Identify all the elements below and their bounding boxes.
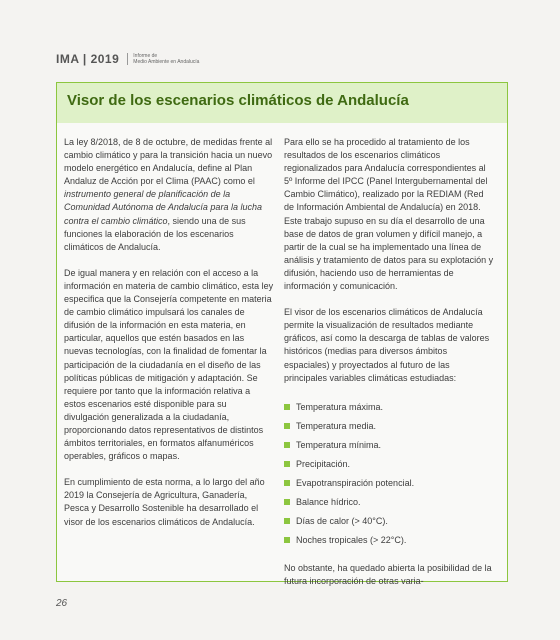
square-bullet-icon [284, 499, 290, 505]
square-bullet-icon [284, 480, 290, 486]
right-column [284, 136, 494, 588]
paragraph-compliance: En cumplimiento de esta norma, a lo largo del año 2019 la Consejería de Agricultura, Ganadería, Pesca y Desarrollo Sostenible ha desarrollado el visor de los escenarios climáticos de Andalucía. [64, 477, 265, 527]
paragraph-future: No obstante, ha quedado abierta la posibilidad de la futura incorporación de otras varia- [284, 562, 492, 586]
list-item-label: Precipitación. [296, 458, 351, 469]
variables-list [284, 398, 494, 550]
paragraph-intro [64, 136, 274, 254]
list-item-label: Evapotranspiración potencial. [296, 477, 415, 488]
square-bullet-icon [284, 537, 290, 543]
left-column [64, 136, 274, 529]
list-item [284, 417, 494, 436]
list-item [284, 474, 494, 493]
square-bullet-icon [284, 423, 290, 429]
paragraph-intro-start: La ley 8/2018, de 8 de octubre, de medidas frente al cambio climático y para la transición hacia un nuevo modelo energético en Andalucía, define al Plan Andaluz de Acción por el Clima (PAAC) como el [64, 137, 273, 187]
header-subtitle-line2: Medio Ambiente en Andalucía [133, 59, 200, 65]
paragraph-treatment: Para ello se ha procedido al tratamiento de los resultados de los escenarios climáticos regionalizados para Andalucía correspondientes al 5º Informe del IPCC (Panel Intergubernamental del Cambio Climático), realizado por la REDIAM (Red de Información Ambiental de Andalucía) en 2018. Este trabajo supuso en su día el desarrollo de una base de datos de gran volumen y difícil manejo, a partir de la cual se ha implementado una línea de análisis y tratamiento de datos para su explotación y difusión, haciendo uso de herramientas de información y comunicación. [284, 137, 494, 292]
list-item-label: Temperatura mínima. [296, 439, 382, 450]
square-bullet-icon [284, 518, 290, 524]
info-box [56, 82, 508, 586]
square-bullet-icon [284, 404, 290, 410]
square-bullet-icon [284, 461, 290, 467]
square-bullet-icon [284, 442, 290, 448]
header-subtitle [127, 53, 199, 65]
list-item-label: Temperatura máxima. [296, 401, 384, 412]
list-item-label: Días de calor (> 40°C). [296, 515, 388, 526]
list-item [284, 531, 494, 550]
list-item [284, 398, 494, 417]
header-subtitle-line1: Informe de [133, 53, 158, 59]
list-item [284, 455, 494, 474]
list-item [284, 493, 494, 512]
paragraph-intro-end: , siendo una de sus funciones la elaboración de los escenarios climáticos de Andalucía. [64, 215, 246, 252]
list-item [284, 512, 494, 531]
list-item-label: Noches tropicales (> 22°C). [296, 534, 407, 545]
list-item-label: Balance hídrico. [296, 496, 361, 507]
page-number: 26 [56, 598, 68, 609]
page-header [56, 48, 199, 70]
paragraph-viewer: El visor de los escenarios climáticos de Andalucía permite la visualización de resultados mediante gráficos, así como la descarga de tablas de valores históricos (medias para diversos ámbitos espaciales) y proyectados al futuro de las principales variables climáticas estudiadas: [284, 307, 490, 383]
ima-logo: IMA | 2019 [56, 52, 120, 66]
list-item [284, 436, 494, 455]
paragraph-access: De igual manera y en relación con el acceso a la información en materia de cambio climático, esta ley especifica que la Consejería competente en materia de cambio climático impulsará los canales de difusión de la información en esta materia, en particular, aquellos que estén basados en las nuevas tecnologías, con la finalidad de fomentar la participación de la ciudadanía en el diseño de las políticas públicas de mitigación y adaptación. Se requiere por tanto que la información relativa a estos escenarios esté disponible para su divulgación generalizada a la ciudadanía, proporcionando datos representativos de distintos ámbitos territoriales, en formatos alfanuméricos operables, gráficos o mapas. [64, 267, 274, 462]
paragraph-intro-quote: instrumento general de planificación de la Comunidad Autónoma de Andalucía para la lucha contra el cambio climático [64, 189, 262, 226]
box-title: Visor de los escenarios climáticos de Andalucía [67, 92, 409, 109]
title-bar [57, 83, 507, 123]
list-item-label: Temperatura media. [296, 420, 377, 431]
